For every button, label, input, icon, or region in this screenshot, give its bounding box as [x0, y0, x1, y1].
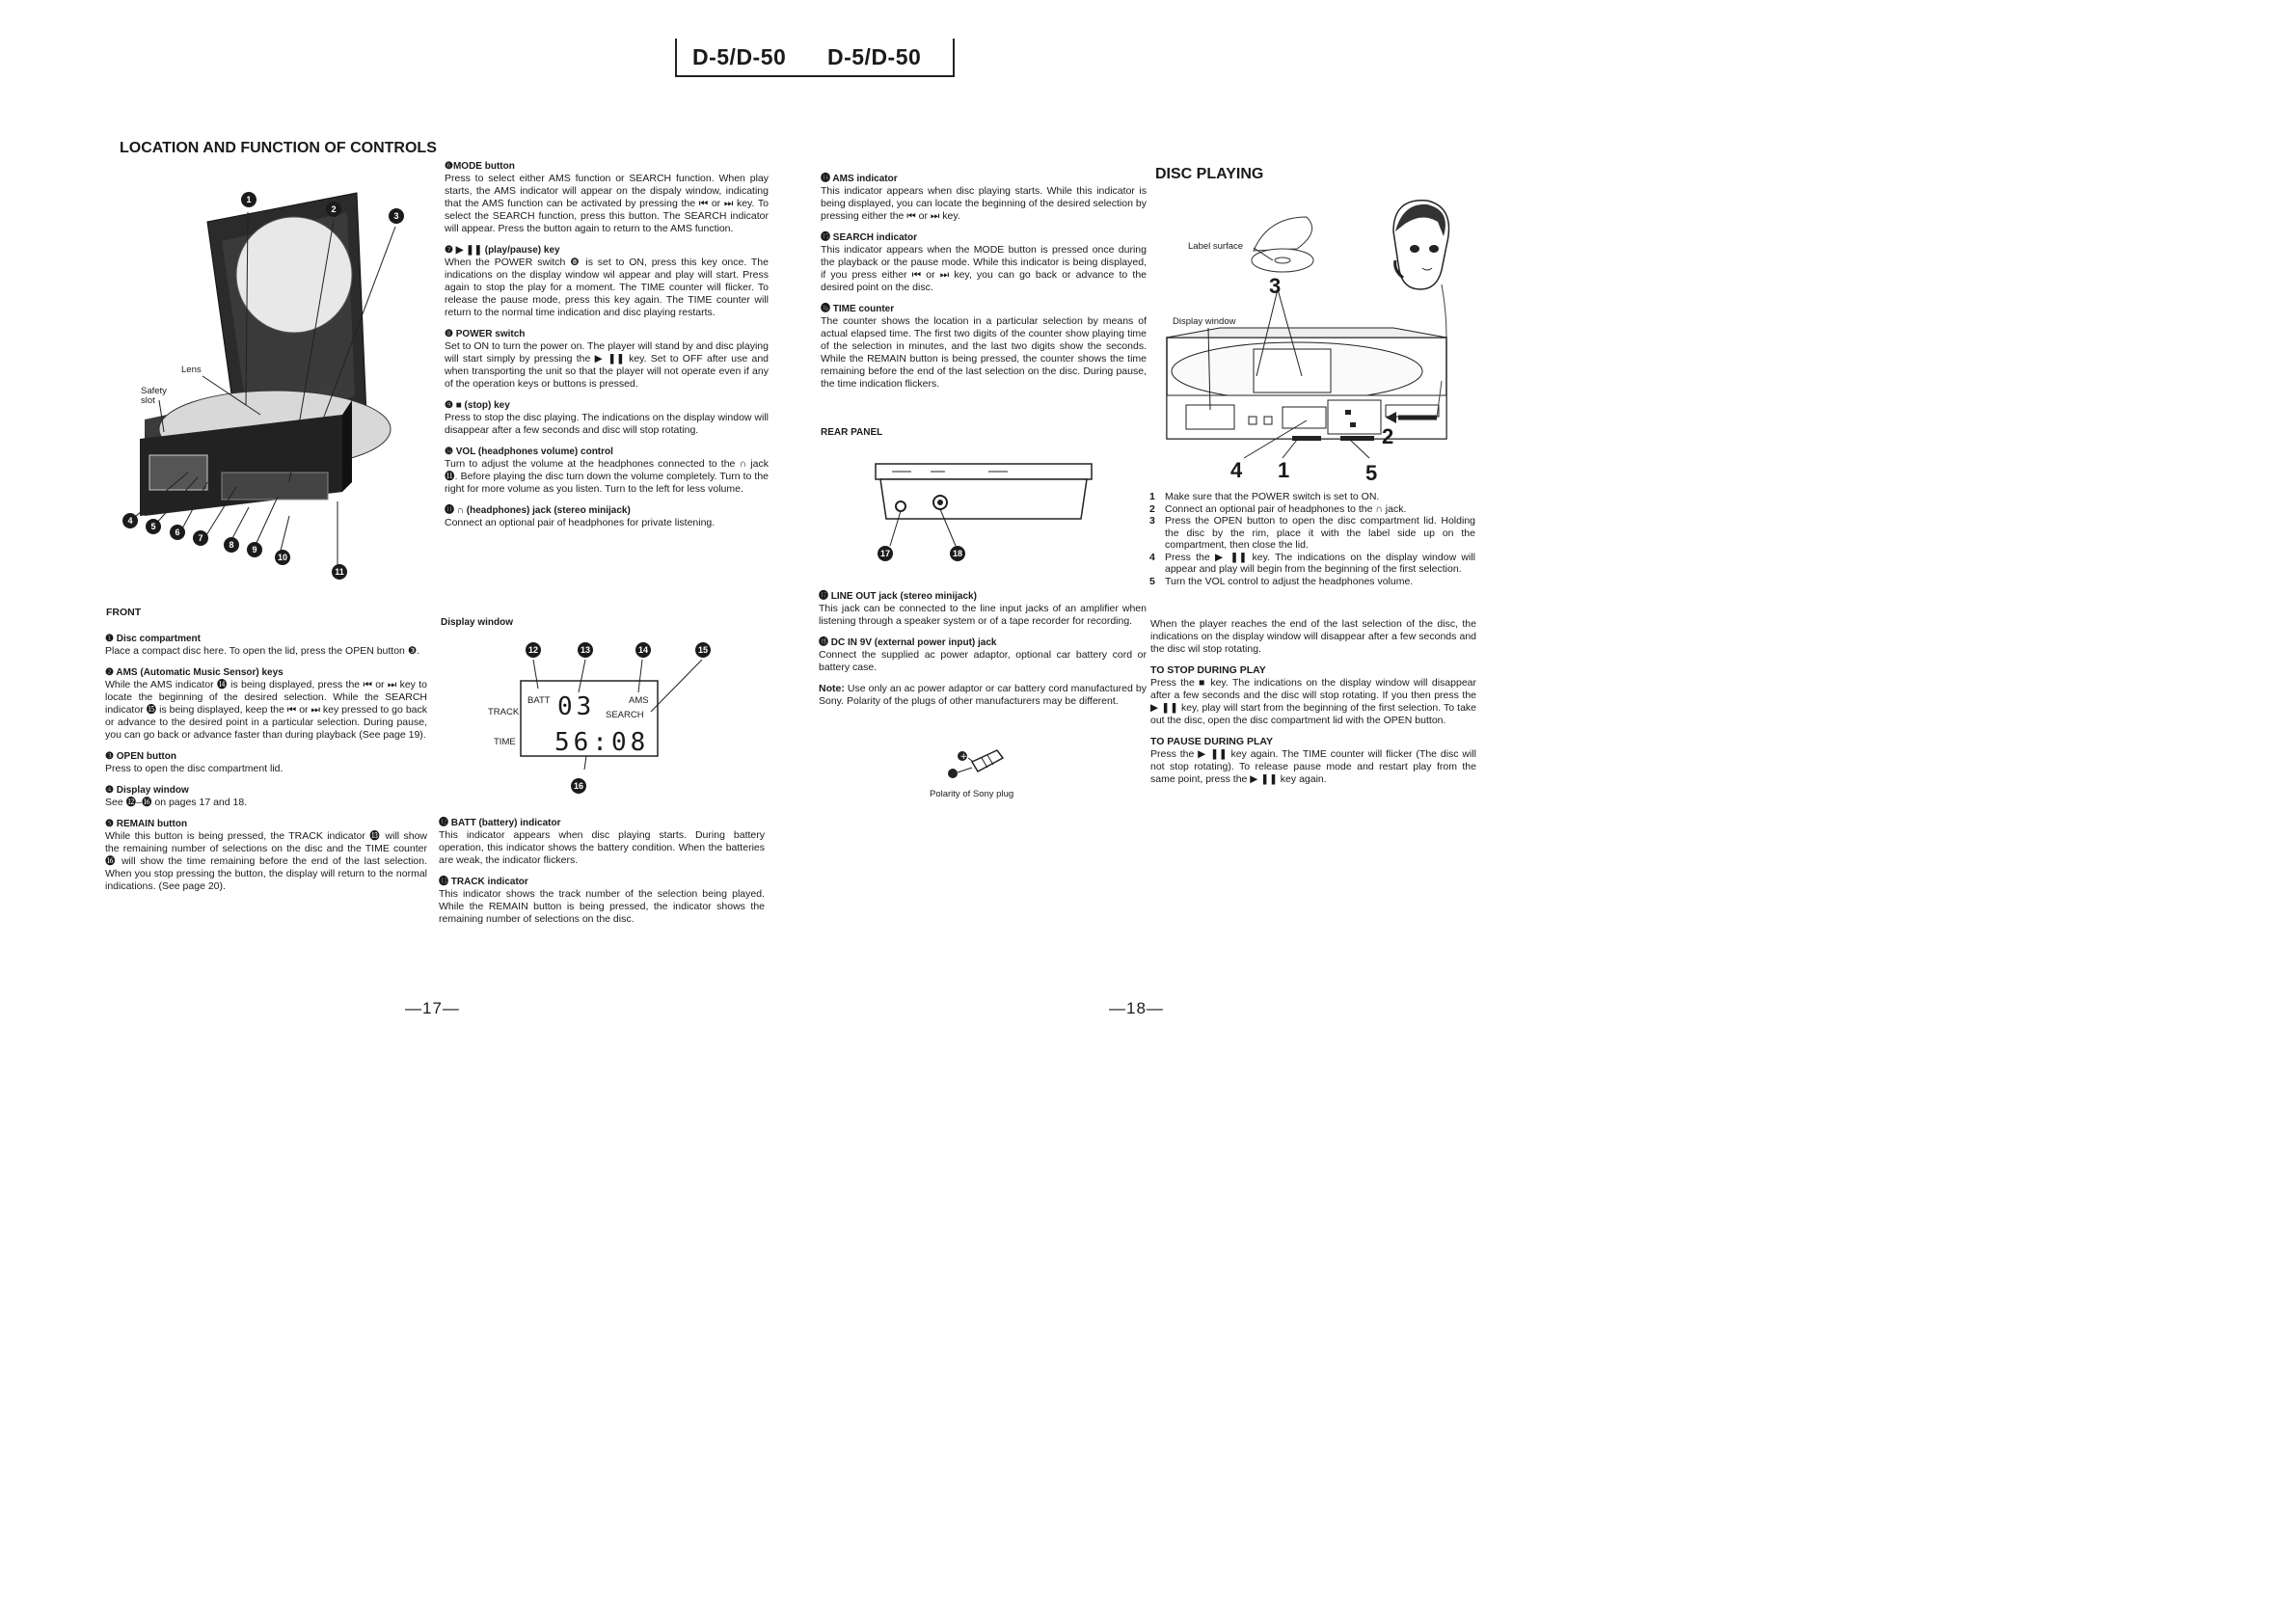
callout-13: 13: [578, 642, 593, 658]
step-1: 1 Make sure that the POWER switch is set to ON.: [1149, 491, 1380, 502]
step-4: 4 Press the ▶ ❚❚ key. The indications on the display window will appear and play will begin from the beginning of the first selection.: [1149, 551, 1475, 575]
lens-label: Lens: [181, 365, 202, 375]
rear-panel-illustration: [873, 461, 1094, 548]
lcd-batt-label: BATT: [527, 695, 551, 706]
callout-17: 17: [878, 546, 893, 561]
lcd-items: [439, 817, 765, 934]
item-headphones-jack: ⓫ ∩ (headphones) jack (stereo minijack) Connect an optional pair of headphones for private listening.: [445, 505, 716, 528]
item-mode-button: ❻MODE button Press to select either AMS function or SEARCH function. When play starts, the AMS indicator will appear on the dispaly window, indicating that the AMS function can be activated by pressing the ⏮ or ⏭ key. To select the SEARCH function, press this button. The SEARCH indicator will appear. Press the button again to return to the AMS function.: [445, 161, 769, 234]
item-track-indicator: ⓭ TRACK indicator This indicator shows the track number of the selection being played. While the REMAIN button is being pressed, the indicator shows the remaining number of selections on the disc.: [439, 877, 765, 925]
page-number-right: —18—: [1109, 999, 1164, 1017]
item-line-out-jack: ⓱ LINE OUT jack (stereo minijack) This jack can be connected to the line input jacks of an amplifier when listening through a speaker system or of a tape recorder for recording.: [819, 591, 1147, 627]
lcd-track-value: 03: [557, 692, 596, 721]
callout-step-3: 3: [1269, 274, 1282, 298]
safety-slot-label-1: Safety: [141, 386, 167, 396]
callout-6: 6: [170, 525, 185, 540]
callout-1: 1: [241, 192, 257, 207]
item-stop-key: ❾ ■ (stop) key Press to stop the disc playing. The indications on the display window will disappear after a few seconds and disc will stop rotating.: [445, 400, 769, 436]
page-number-left: —17—: [405, 999, 460, 1017]
item-vol-control: ❿ VOL (headphones volume) control Turn to adjust the volume at the headphones connected to the ∩ jack ⓫. Before playing the disc turn down the volume completely. Turn to the right for more volume as you listen. Turn to the left for less volume.: [445, 446, 769, 495]
callout-step-5: 5: [1365, 461, 1378, 485]
callout-7: 7: [193, 530, 208, 546]
callout-12: 12: [526, 642, 541, 658]
item-open-button: ❸ OPEN button Press to open the disc compartment lid.: [105, 751, 284, 774]
callout-3: 3: [389, 208, 404, 224]
end-of-disc-text: When the player reaches the end of the last selection of the disc, the indications on the display window will disappear after a few seconds and the disc wil stop rotating.: [1150, 618, 1476, 655]
middle-column-items: [445, 160, 769, 538]
label-surface: Label surface: [1188, 241, 1244, 252]
callout-step-2: 2: [1382, 424, 1394, 448]
callout-16: 16: [571, 778, 586, 794]
item-batt-indicator: ⓬ BATT (battery) indicator This indicator appears when disc playing starts. During battery operation, this indicator shows the battery condition. When the batteries are weak, the indicator flickers.: [439, 818, 765, 866]
callout-9: 9: [247, 542, 262, 557]
note-polarity: Note: Use only an ac power adaptor or car battery cord manufactured by Sony. Polarity of the plugs of other manufacturers may be different.: [819, 683, 1147, 707]
sony-plug-icon: [943, 744, 1011, 783]
model-title-right: D-5/D-50: [827, 44, 922, 69]
svg-text:+: +: [959, 752, 968, 762]
callout-11: 11: [332, 564, 347, 580]
callout-step-1: 1: [1278, 458, 1290, 482]
model-title-left: D-5/D-50: [692, 44, 787, 69]
right-column-bottom-items: [819, 590, 1147, 717]
item-disc-compartment: ❶ Disc compartment Place a compact disc here. To open the lid, press the OPEN button ❸.: [105, 634, 420, 657]
callout-step-4: 4: [1230, 458, 1243, 482]
rear-panel-label: REAR PANEL: [821, 427, 883, 438]
item-dc-in-jack: ⓲ DC IN 9V (external power input) jack Connect the supplied ac power adaptor, optional car battery cord or battery case.: [819, 637, 1147, 673]
display-window-label: Display window: [441, 617, 514, 628]
item-display-window: ❹ Display window See ⓬–⓰ on pages 17 and 18.: [105, 785, 248, 808]
callout-8: 8: [224, 537, 239, 553]
lcd-leader-lines: [482, 656, 714, 781]
plug-caption: Polarity of Sony plug: [930, 789, 1014, 799]
header-box: [675, 39, 955, 77]
section-title-disc-playing: DISC PLAYING: [1155, 166, 1264, 182]
disc-playing-steps: [1149, 491, 1475, 587]
step-2: 2 Connect an optional pair of headphones to the ∩ jack.: [1149, 502, 1407, 515]
item-ams-keys: ❷ AMS (Automatic Music Sensor) keys While the AMS indicator ⓮ is being displayed, press the ⏮ or ⏭ key to locate the beginning of the desired selection. While the SEARCH indicator ⓯ is being displayed, keep the ⏮ or ⏭ key pressed to go back or advance to the desired point in a particular selection. During pause, you can go back or advance faster than during playback (See page 19).: [105, 667, 427, 741]
step-3: 3 Press the OPEN button to open the disc compartment lid. Holding the disc by the rim, place it with the label side up on the compartment, then close the lid.: [1149, 515, 1475, 551]
stop-during-play: TO STOP DURING PLAY Press the ■ key. The indications on the display window will disappear after a few seconds and the disc will stop rotating. If you then press the ▶ ❚❚ key, play will start from the beginning of the first selection. To take out the disc, open the disc compartment lid with the OPEN button.: [1150, 664, 1476, 726]
callout-15: 15: [695, 642, 711, 658]
callout-14: 14: [635, 642, 651, 658]
item-search-indicator: ⓯ SEARCH indicator This indicator appears when the MODE button is pressed once during the playback or the pause mode. While this indicator is being displayed, if you press either ⏮ or ⏭ key, you can go back or advance to the desired point on the disc.: [821, 232, 1147, 293]
pause-during-play: TO PAUSE DURING PLAY Press the ▶ ❚❚ key again. The TIME counter will flicker (The disc will not stop rotating). To release pause mode and restart play from the same point, press the ▶ ❚❚ key again.: [1150, 736, 1476, 785]
step-5: 5 Turn the VOL control to adjust the headphones volume.: [1149, 575, 1414, 587]
lcd-time-value: 56:08: [554, 728, 650, 757]
disc-playing-notes: [1150, 618, 1476, 795]
label-display-window: Display window: [1173, 316, 1236, 327]
section-title-controls: LOCATION AND FUNCTION OF CONTROLS: [120, 140, 437, 156]
left-column-items: [105, 633, 427, 902]
lcd-track-label: TRACK: [488, 707, 520, 717]
disc-playing-illustration: [1162, 193, 1451, 482]
safety-slot-label-2: slot: [141, 395, 155, 406]
callout-18: 18: [950, 546, 965, 561]
callout-2: 2: [326, 202, 341, 217]
lcd-ams-label: AMS: [629, 695, 649, 706]
lcd-time-label: TIME: [494, 737, 516, 747]
callout-10: 10: [275, 550, 290, 565]
item-time-counter: ⓰ TIME counter The counter shows the location in a particular selection by means of actual elapsed time. The first two digits of the counter show playing time of the selection in minutes, and the last two digits show the seconds. While the REMAIN button is being pressed, the counter shows the time remaining before the end of the last selection on the disc. During pause, the time indication flickers.: [821, 304, 1147, 390]
item-remain-button: ❺ REMAIN button While this button is being pressed, the TRACK indicator ⓭ will show the remaining number of selections on the disc and the TIME counter ⓰ will show the time remaining before the end of the last selection. When you stop pressing the button, the display will return to the normal indications. (See page 20).: [105, 819, 427, 892]
item-play-pause-key: ❼ ▶ ❚❚ (play/pause) key When the POWER switch ❽ is set to ON, press this key once. The indications on the display window wil appear and play will start. Press again to stop the play for a moment. The TIME counter will flicker. To release the pause mode, press this key again. The TIME counter will return to the normal time indication and disc playing restarts.: [445, 245, 769, 318]
front-label: FRONT: [106, 607, 142, 618]
lcd-search-label: SEARCH: [606, 710, 644, 720]
right-column-top-items: [821, 173, 1147, 399]
item-power-switch: ❽ POWER switch Set to ON to turn the power on. The player will stand by and disc playing will start simply by pressing the ▶ ❚❚ key. Set to OFF after use and when transporting the unit so that the player will not operate even if any of the operation keys or buttons is pressed.: [445, 329, 769, 390]
callout-5: 5: [146, 519, 161, 534]
item-ams-indicator: ⓮ AMS indicator This indicator appears when disc playing starts. While this indicator is being displayed, you can locate the beginning of the desired selection by pressing either the ⏮ or ⏭ key.: [821, 174, 1147, 222]
callout-4: 4: [122, 513, 138, 528]
